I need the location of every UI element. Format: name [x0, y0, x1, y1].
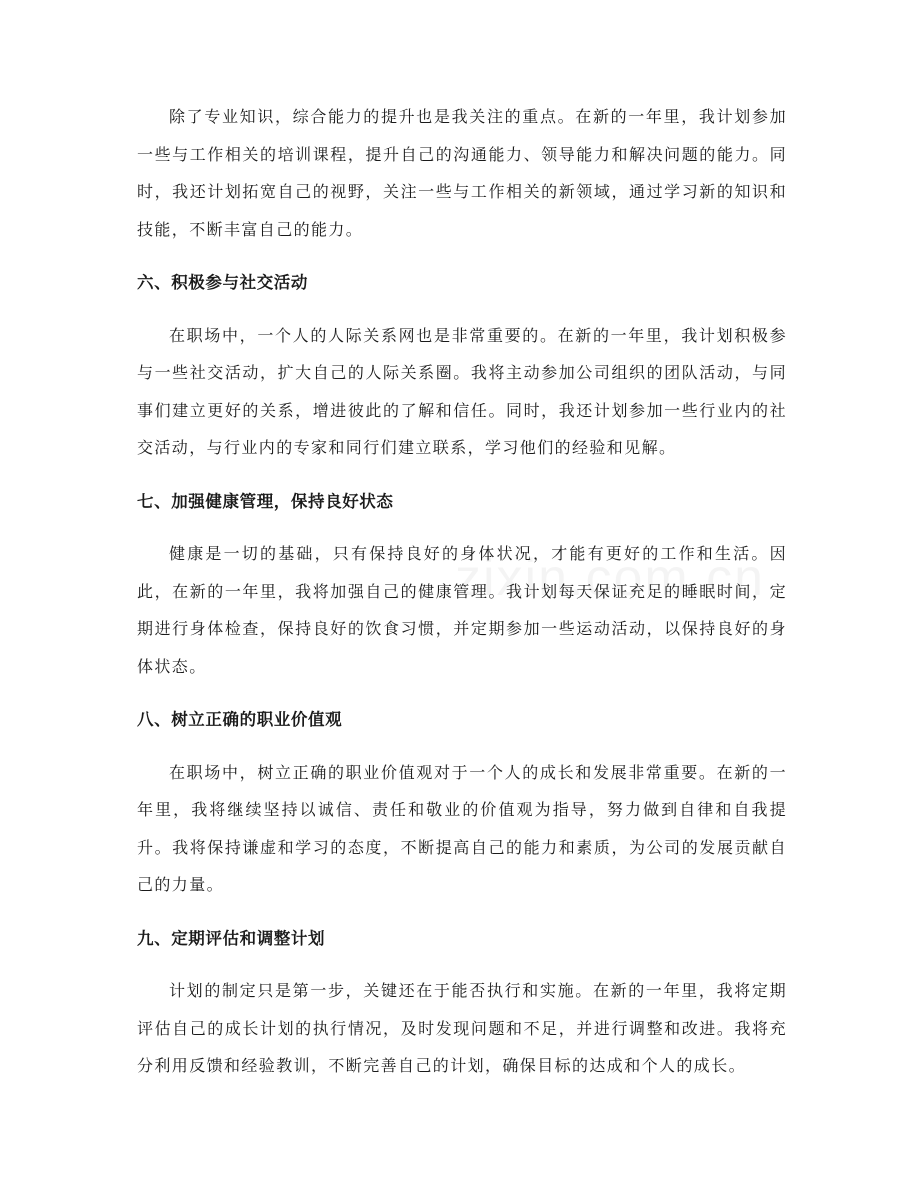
section-heading-7: 七、加强健康管理，保持良好状态 [137, 491, 394, 511]
section-heading-9: 九、定期评估和调整计划 [137, 928, 326, 948]
section-body-8: 在职场中，树立正确的职业价值观对于一个人的成长和发展非常重要。在新的一年里，我将继续坚持以诚信、责任和敬业的价值观为指导，努力做到自律和自我提升。我将保持谦虚和学习的态度，不断提高自己的能力和素质，为公司的发展贡献自己的力量。 [137, 762, 787, 894]
section-body-7: 健康是一切的基础，只有保持良好的身体状况，才能有更好的工作和生活。因此，在新的一年里，我将加强自己的健康管理。我计划每天保证充足的睡眠时间，定期进行身体检查，保持良好的饮食习惯，并定期参加一些运动活动，以保持良好的身体状态。 [137, 544, 787, 676]
document-page [137, 98, 787, 1085]
intro-paragraph: 除了专业知识，综合能力的提升也是我关注的重点。在新的一年里，我计划参加一些与工作相关的培训课程，提升自己的沟通能力、领导能力和解决问题的能力。同时，我还计划拓宽自己的视野，关注一些与工作相关的新领域，通过学习新的知识和技能，不断丰富自己的能力。 [137, 107, 787, 239]
section-body-9: 计划的制定只是第一步，关键还在于能否执行和实施。在新的一年里，我将定期评估自己的成长计划的执行情况，及时发现问题和不足，并进行调整和改进。我将充分利用反馈和经验教训，不断完善自己的计划，确保目标的达成和个人的成长。 [137, 981, 787, 1075]
section-body-6: 在职场中，一个人的人际关系网也是非常重要的。在新的一年里，我计划积极参与一些社交活动，扩大自己的人际关系圈。我将主动参加公司组织的团队活动，与同事们建立更好的关系，增进彼此的了解和信任。同时，我还计划参加一些行业内的社交活动，与行业内的专家和同行们建立联系，学习他们的经验和见解。 [137, 325, 787, 457]
section-heading-6: 六、积极参与社交活动 [137, 273, 308, 292]
section-heading-8: 八、树立正确的职业价值观 [137, 710, 343, 729]
